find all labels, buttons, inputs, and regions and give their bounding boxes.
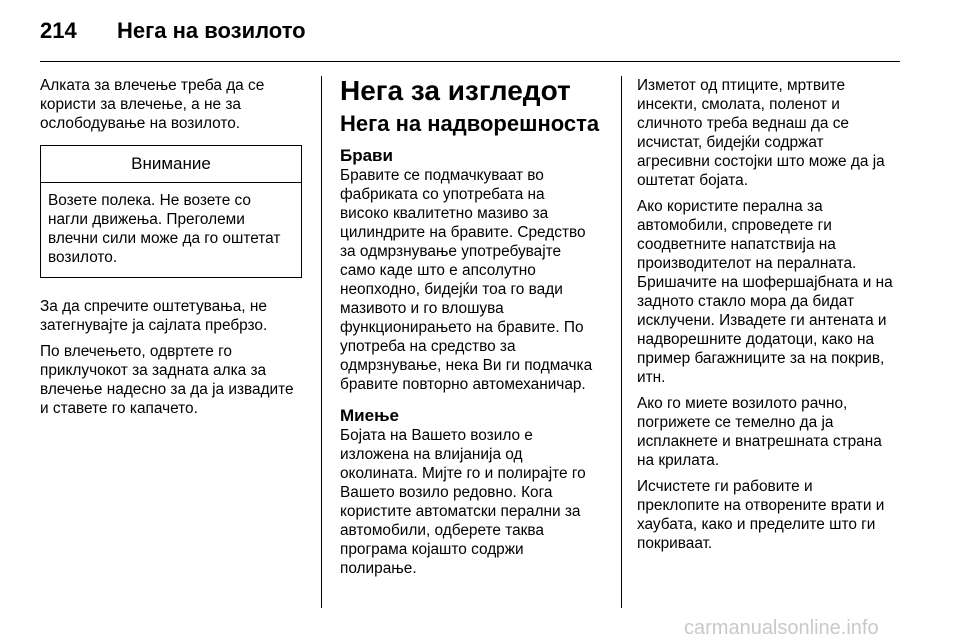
page-number: 214 <box>40 18 77 43</box>
watermark: carmanualsonline.info <box>684 617 879 639</box>
page-title: Нега на возилото <box>117 18 306 43</box>
column-divider-1 <box>321 76 322 608</box>
header-divider <box>40 61 900 62</box>
locks-text: Бравите се подмачкуваат во фабриката со употребата на високо квалитетно мазиво за цилиндрите на бравите. Средство за одмрзнување употребувајте само каде што е апсолутно неопходно, бидејќи тоа го вади мазивото и го влошува функционирањето на бравите. По употреба на средство за одмрзнување, нека Ви ги подмачка бравите повторно автомеханичар. <box>340 167 593 393</box>
column-divider-2 <box>621 76 622 608</box>
cleaning-paragraph-4: Исчистете ги рабовите и преклопите на отворените врати и хаубата, како и пределите што ги покриваат. <box>637 478 885 552</box>
towing-paragraph-2: По влечењето, одвртете го приклучокот за задната алка за влечење надесно за да ја извадите и ставете го капачето. <box>40 343 294 417</box>
column-3 <box>637 76 903 560</box>
section-heading: Нега за изгледот <box>340 75 571 106</box>
locks-heading: Брави <box>340 146 393 165</box>
cleaning-paragraph-1: Изметот од птиците, мртвите инсекти, смолата, поленот и сличното треба веднаш да се исчистат, бидејќи содржат агресивни состојки што може да ја оштетат бојата. <box>637 77 885 189</box>
column-1 <box>40 76 302 425</box>
warning-text: Возете полека. Не возете со нагли движења. Преголеми влечни сили може да го оштетат возилото. <box>48 192 281 266</box>
warning-title: Внимание <box>41 146 301 183</box>
towing-intro-text: Алката за влечење треба да се користи за влечење, а не за ослободување на возилото. <box>40 77 265 132</box>
subsection-heading: Нега на надворешноста <box>340 111 600 136</box>
cleaning-paragraph-2: Ако користите перална за автомобили, спроведете ги соодветните напатствија на производителот на пералната. Бришачите на шофершајбната и на задното стакло мора да бидат исклучени. Извадете ги антената и надворешните додатоци, како на пример багажниците за на покрив, итн. <box>637 198 893 386</box>
washing-text: Бојата на Вашето возило е изложена на влијанија од околината. Мијте го и полирајте го Вашето возило редовно. Кога користите автоматски перални за автомобили, одберете таква програма којашто содржи полирање. <box>340 427 586 577</box>
column-2 <box>340 76 605 585</box>
washing-heading: Миење <box>340 406 399 425</box>
towing-paragraph-1: За да спречите оштетувања, не затегнувајте ја сајлата пребрзо. <box>40 298 268 334</box>
warning-box <box>40 145 302 278</box>
cleaning-paragraph-3: Ако го миете возилото рачно, погрижете се темелно да ја исплакнете и внатрешната страна на крилата. <box>637 395 882 469</box>
